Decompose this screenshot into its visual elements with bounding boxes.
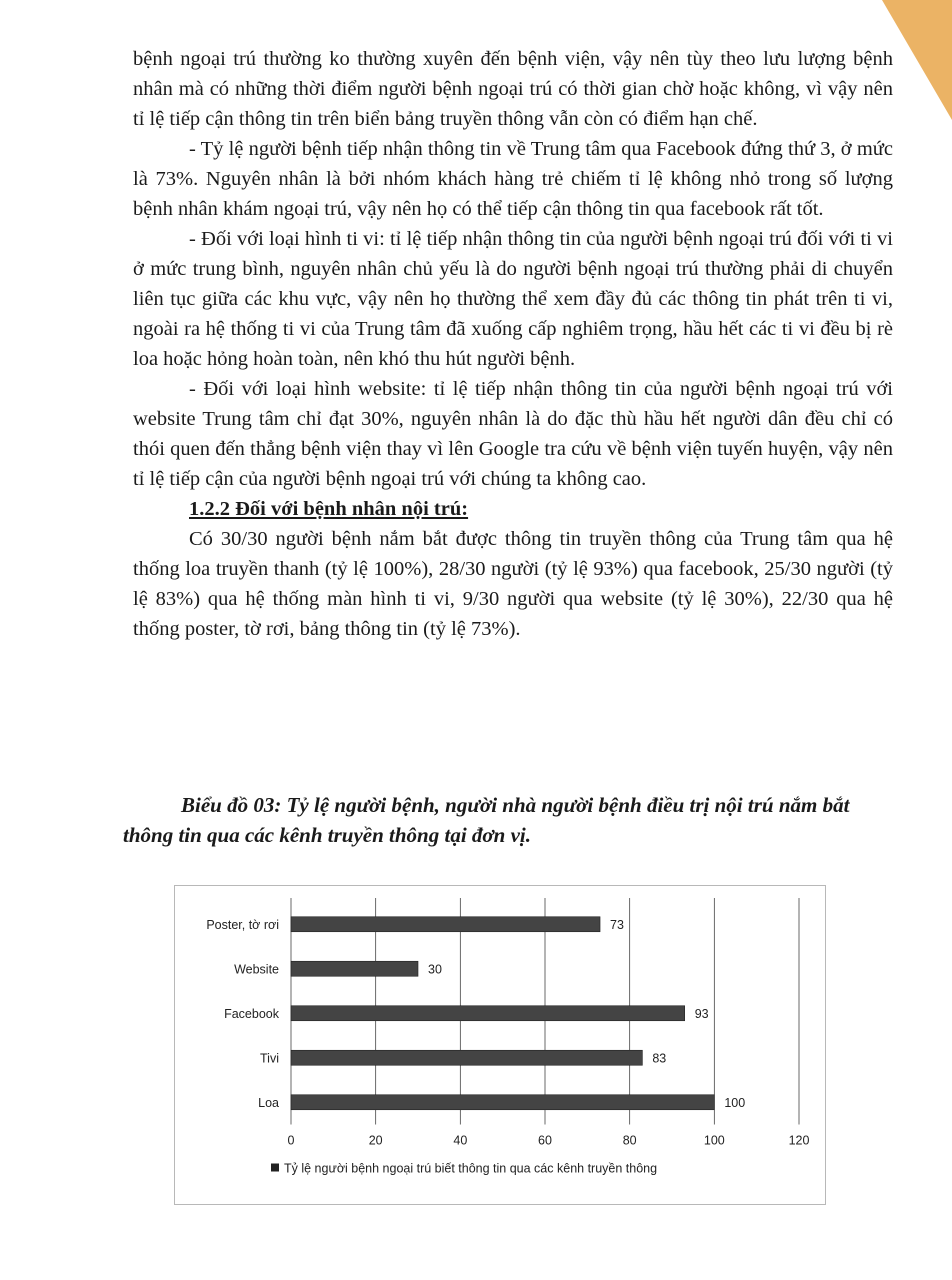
bar: [291, 917, 600, 932]
bar: [291, 1050, 642, 1065]
paragraph-1: bệnh ngoại trú thường ko thường xuyên đến bệnh viện, vậy nên tùy theo lưu lượng bệnh nhân mà có những thời điểm người bệnh ngoại trú có thời gian chờ hoặc không, vì vậy nên tỉ lệ tiếp cận thông tin trên biển bảng truyền thông vẫn còn có điểm hạn chế.: [133, 48, 893, 130]
paragraph-website: - Đối với loại hình website: tỉ lệ tiếp nhận thông tin của người bệnh ngoại trú với website Trung tâm chỉ đạt 30%, nguyên nhân là do đặc thù hầu hết người dân đều chỉ có thói quen đến thẳng bệnh viện thay vì lên Google tra cứu về bệnh viện tuyến huyện, vậy nên tỉ lệ tiếp cận của người bệnh ngoại trú với chúng ta không cao.: [133, 378, 893, 490]
x-tick-label: 120: [788, 1133, 810, 1148]
legend-swatch: [271, 1164, 279, 1172]
bar-chart: [175, 886, 825, 1204]
category-label: Facebook: [224, 1006, 279, 1021]
paragraph-tivi: - Đối với loại hình ti vi: tỉ lệ tiếp nhận thông tin của người bệnh ngoại trú đối với ti vi ở mức trung bình, nguyên nhân chủ yếu là do người bệnh ngoại trú thường phải di chuyển liên tục giữa các khu vực, vậy nên họ thường thể xem đầy đủ các thông tin phát trên ti vi, ngoài ra hệ thống ti vi của Trung tâm đã xuống cấp nghiêm trọng, hầu hết các ti vi đều bị rè loa hoặc hỏng hoàn toàn, nên khó thu hút người bệnh.: [133, 228, 893, 370]
data-label: 30: [428, 962, 442, 977]
x-tick-label: 40: [453, 1133, 468, 1148]
chart-frame: [174, 885, 826, 1205]
x-tick-label: 60: [538, 1133, 552, 1148]
document-body: [133, 44, 893, 644]
bar: [291, 1095, 714, 1110]
data-label: 93: [694, 1006, 709, 1021]
legend-label: Tỷ lệ người bệnh ngoại trú biết thông tin qua các kênh truyền thông: [284, 1161, 658, 1176]
bar: [291, 961, 418, 976]
x-tick-label: 0: [287, 1133, 295, 1148]
section-heading: 1.2.2 Đối với bệnh nhân nội trú:: [189, 498, 469, 520]
data-label: 73: [610, 917, 624, 932]
chart-caption: [123, 790, 899, 850]
data-label: 83: [652, 1051, 667, 1066]
bar: [291, 1006, 685, 1021]
x-tick-label: 20: [368, 1133, 383, 1148]
chart-caption-text: Biểu đồ 03: Tỷ lệ người bệnh, người nhà người bệnh điều trị nội trú nắm bắt thông tin qua các kênh truyền thông tại đơn vị.: [123, 793, 850, 847]
x-tick-label: 100: [703, 1133, 725, 1148]
x-tick-label: 80: [622, 1133, 637, 1148]
paragraph-inpatient: Có 30/30 người bệnh nắm bắt được thông tin truyền thông của Trung tâm qua hệ thống loa truyền thanh (tỷ lệ 100%), 28/30 người (tỷ lệ 93%) qua facebook, 25/30 người (tỷ lệ 83%) qua hệ thống màn hình ti vi, 9/30 người qua website (tỷ lệ 30%), 22/30 qua hệ thống poster, tờ rơi, bảng thông tin (tỷ lệ 73%).: [133, 528, 893, 640]
category-label: Poster, tờ rơi: [206, 917, 279, 932]
category-label: Tivi: [260, 1051, 279, 1066]
data-label: 100: [724, 1095, 746, 1110]
paragraph-facebook: - Tỷ lệ người bệnh tiếp nhận thông tin về Trung tâm qua Facebook đứng thứ 3, ở mức là 73%. Nguyên nhân là bởi nhóm khách hàng trẻ chiếm tỉ lệ không nhỏ trong số lượng bệnh nhân khám ngoại trú, vậy nên họ có thể tiếp cận thông tin qua facebook rất tốt.: [133, 138, 893, 220]
category-label: Website: [234, 962, 279, 977]
category-label: Loa: [258, 1095, 279, 1110]
